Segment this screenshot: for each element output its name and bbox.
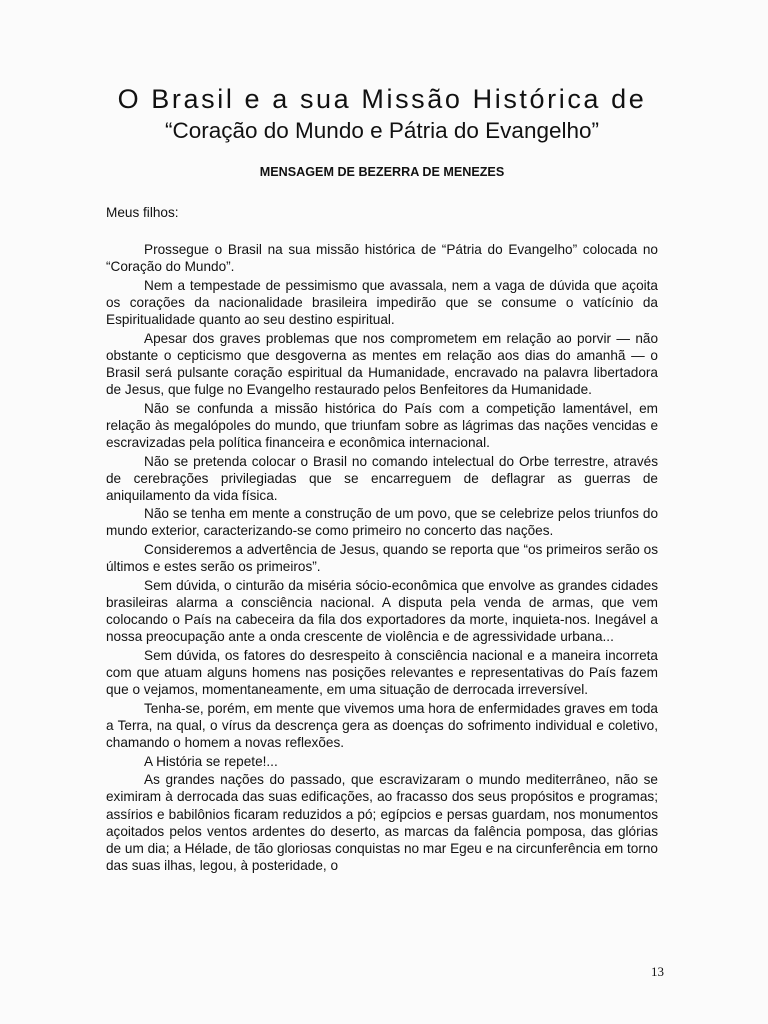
title-line-1: O Brasil e a sua Missão Histórica de [117, 84, 647, 114]
paragraph: Tenha-se, porém, em mente que vivemos uma hora de enfermidades graves em toda a Terra, na qual, o vírus da descrença gera as doenças do sofrimento individual e coletivo, chamando o homem a novas reflexões. [106, 700, 658, 750]
paragraph: Não se tenha em mente a construção de um povo, que se celebrize pelos triunfos do mundo exterior, caracterizando-se como primeiro no concerto das nações. [106, 506, 658, 539]
paragraph: As grandes nações do passado, que escravizaram o mundo mediterrâneo, não se eximiram à derrocada das suas edificações, ao fracasso dos seus propósitos e programas; assírios e babilônios ficaram reduzidos a pó; egípcios e persas guardam, nos monumentos açoitados pelos ventos ardentes do deserto, as marcas da falência pomposa, das glórias de um dia; a Hélade, de tão gloriosas conquistas no mar Egeu e na circunferência em torno das suas ilhas, legou, à posteridade, o [106, 772, 658, 873]
title-line-2: “Coração do Mundo e Pátria do Evangelho” [164, 118, 599, 143]
body-text [106, 241, 658, 874]
paragraph: Sem dúvida, os fatores do desrespeito à consciência nacional e a maneira incorreta com que atuam alguns homens nas posições relevantes e representativas do País fazem que o vejamos, momentaneamente, em uma situação de derrocada irreversível. [106, 647, 658, 698]
paragraph: A História se repete!... [144, 753, 278, 769]
subtitle: MENSAGEM DE BEZERRA DE MENEZES [259, 165, 505, 179]
salutation: Meus filhos: [106, 205, 179, 220]
page-number: 13 [651, 964, 664, 979]
paragraph: Sem dúvida, o cinturão da miséria sócio-econômica que envolve as grandes cidades brasileiras alarma a consciência nacional. A disputa pela venda de armas, que vem colocando o País na cabeceira da fila dos exportadores da morte, inquieta-nos. Inegável a nossa preocupação ante a onda crescente de violência e de agressividade urbana... [106, 577, 658, 645]
paragraph: Prossegue o Brasil na sua missão histórica de “Pátria do Evangelho” colocada no “Coração do Mundo”. [106, 242, 658, 275]
paragraph: Apesar dos graves problemas que nos comprometem em relação ao porvir — não obstante o cepticismo que desgoverna as mentes em relação aos dias do amanhã — o Brasil será pulsante coração espiritual da Humanidade, encravado na palavra libertadora de Jesus, que fulge no Evangelho restaurado pelos Benfeitores da Humanidade. [106, 330, 658, 397]
paragraph: Não se confunda a missão histórica do País com a competição lamentável, em relação às megalópoles do mundo, que triunfam sobre as lágrimas das nações vencidas e escravizadas pela política financeira e econômica internacional. [106, 400, 658, 450]
paragraph: Nem a tempestade de pessimismo que avassala, nem a vaga de dúvida que açoita os corações da nacionalidade brasileira impedirão que se consume o vatícínio da Espiritualidade quanto ao seu destino espiritual. [106, 277, 658, 327]
paragraph: Não se pretenda colocar o Brasil no comando intelectual do Orbe terrestre, através de cerebrações privilegiadas que se encarreguem de deflagrar as guerras de aniquilamento da vida física. [106, 453, 658, 503]
document-page [106, 82, 658, 876]
paragraph: Consideremos a advertência de Jesus, quando se reporta que “os primeiros serão os últimos e estes serão os primeiros”. [106, 542, 658, 575]
